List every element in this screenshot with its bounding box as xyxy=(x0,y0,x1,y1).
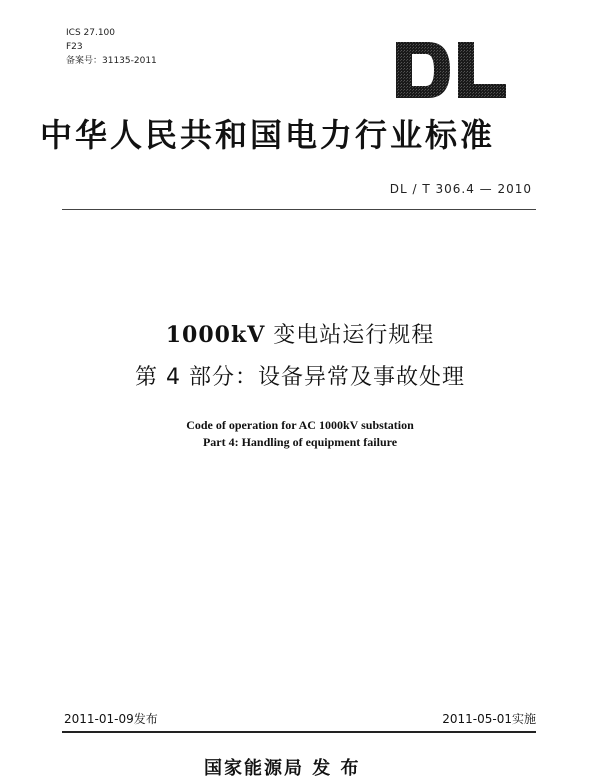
ccs-code: F23 xyxy=(66,42,83,52)
document-title-line2: 第 4 部分：设备异常及事故处理 xyxy=(135,365,465,390)
title-subject: 变电站运行规程 xyxy=(265,323,435,348)
dl-logo xyxy=(392,38,510,102)
classification-block xyxy=(66,26,157,68)
standard-number: DL / T 306.4 — 2010 xyxy=(389,182,532,196)
title-voltage: 1000kV xyxy=(165,322,266,348)
logo-text: DL xyxy=(392,38,394,39)
issuing-authority: 国家能源局 发 布 xyxy=(204,758,361,779)
header-divider xyxy=(62,209,536,210)
ics-code: ICS 27.100 xyxy=(66,28,116,38)
record-number: 备案号：31135-2011 xyxy=(66,56,157,66)
issue-date: 2011-01-09发布 xyxy=(64,712,158,726)
english-title-line1: Code of operation for AC 1000kV substation xyxy=(186,418,414,432)
english-title xyxy=(0,417,600,451)
footer-divider xyxy=(62,731,536,733)
standard-category-title: 中华人民共和国电力行业标准 xyxy=(40,116,496,154)
english-title-line2: Part 4: Handling of equipment failure xyxy=(202,435,398,449)
implementation-date: 2011-05-01实施 xyxy=(442,712,536,726)
document-title-line1 xyxy=(0,318,600,349)
